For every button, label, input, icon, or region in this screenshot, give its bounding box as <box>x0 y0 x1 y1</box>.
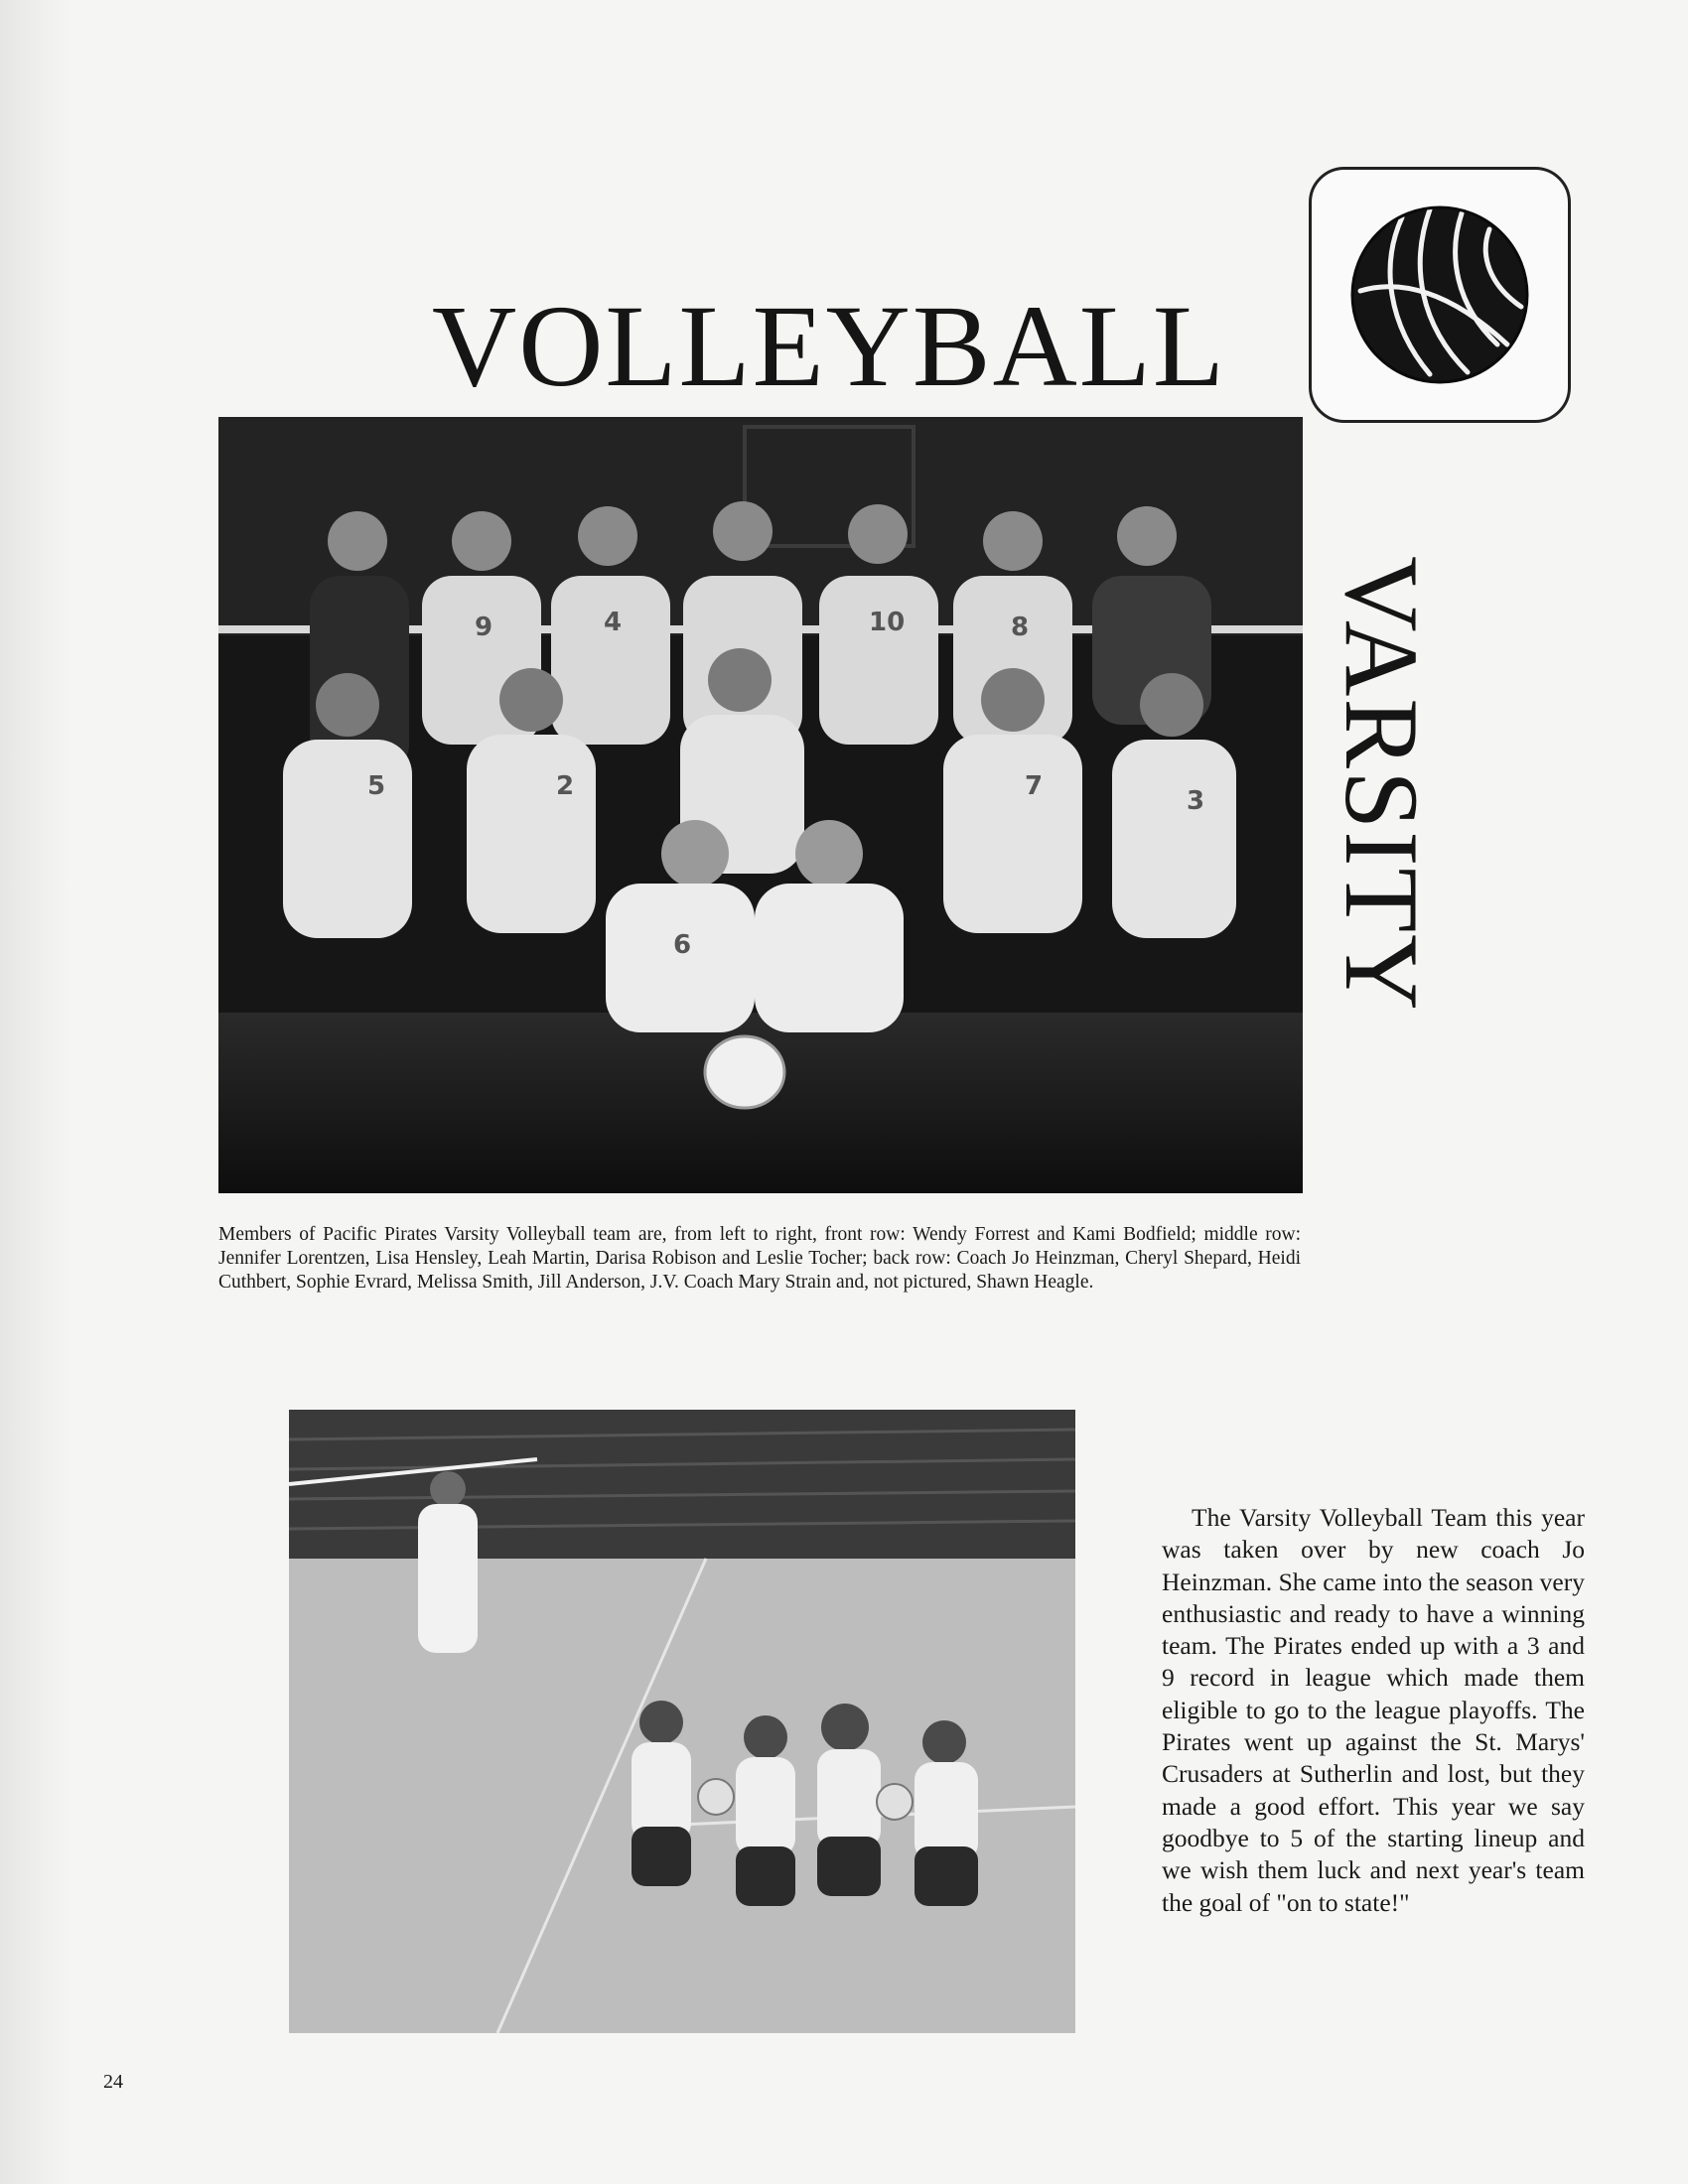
svg-text:6: 6 <box>673 930 692 960</box>
volleyball-icon <box>1340 196 1539 394</box>
svg-text:8: 8 <box>1011 613 1030 642</box>
volleyball-icon-frame <box>1309 167 1571 423</box>
game-photo <box>289 1410 1075 2033</box>
svg-text:10: 10 <box>869 608 906 637</box>
varsity-vertical-title: VARSITY <box>1324 556 1440 1013</box>
page-title: VOLLEYBALL <box>432 281 1226 411</box>
game-photo-image <box>289 1410 1075 2033</box>
svg-text:9: 9 <box>475 613 493 642</box>
page-edge-shadow <box>0 0 70 2184</box>
article-body: The Varsity Volleyball Team this year was taken over by new coach Jo Heinzman. She came into the season very enthusiastic and ready to have a winning team. The Pirates ended up with a 3 and 9 record in league which made them eligible to go to the league playoffs. The Pirates went up against the St. Marys' Crusaders at Sutherlin and lost, but they made a good effort. This year we say goodbye to 5 of the starting lineup and we wish them luck and next year's team the goal of "on to state!" <box>1162 1503 1585 1917</box>
team-photo <box>218 417 1303 1193</box>
svg-text:4: 4 <box>604 608 623 637</box>
svg-text:3: 3 <box>1187 786 1205 816</box>
team-photo-image <box>218 417 1303 1193</box>
svg-text:7: 7 <box>1025 771 1044 801</box>
page-number: 24 <box>103 2071 123 2093</box>
svg-text:2: 2 <box>556 771 575 801</box>
team-photo-caption: Members of Pacific Pirates Varsity Volleyball team are, from left to right, front row: Wendy Forrest and Kami Bodfield; middle row: Jennifer Lorentzen, Lisa Hensley, Leah Martin, Darisa Robison and Leslie Tocher; back row: Coach Jo Heinzman, Cheryl Shepard, Heidi Cuthbert, Sophie Evrard, Melissa Smith, Jill Anderson, J.V. Coach Mary Strain and, not pictured, Shawn Heagle. <box>218 1224 1301 1293</box>
svg-text:5: 5 <box>367 771 386 801</box>
